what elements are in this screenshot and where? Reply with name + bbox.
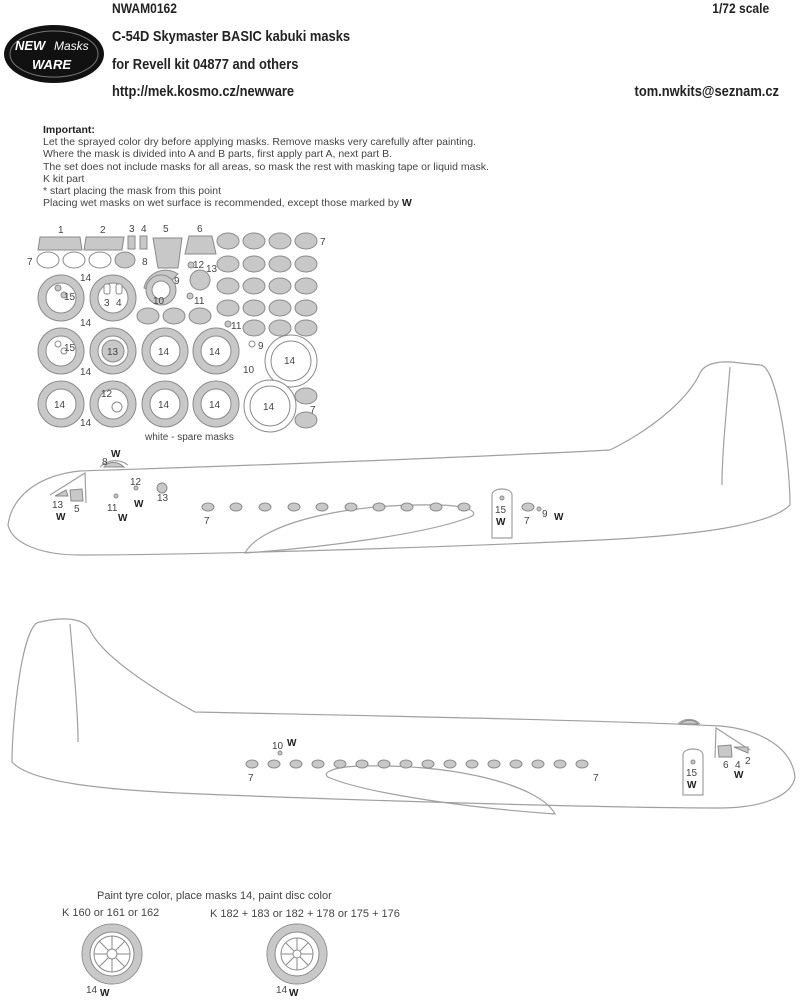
window-7	[230, 503, 242, 511]
label-14: 14	[80, 367, 92, 378]
window-7	[316, 503, 328, 511]
instruction-line: Let the sprayed color dry before applying masks. Remove masks very carefully after painting.	[43, 136, 477, 149]
wet-mark-symbol: W	[56, 512, 66, 523]
mask-7	[189, 308, 211, 324]
logo-word-new: NEW	[15, 38, 46, 53]
wet-mark-symbol: W	[287, 738, 297, 749]
mask-7	[243, 278, 265, 294]
label-2: 2	[745, 756, 751, 767]
window-7	[268, 760, 280, 768]
label-12: 12	[193, 260, 205, 271]
label-11: 11	[107, 503, 118, 514]
spare-mask-7	[37, 252, 59, 268]
mask-7	[115, 252, 135, 268]
side-view-right-facing	[0, 612, 803, 827]
label-2: 2	[100, 225, 106, 236]
label-4: 4	[141, 224, 147, 235]
window-7	[458, 503, 470, 511]
wet-mark-symbol: W	[289, 988, 299, 999]
mask-9	[249, 341, 255, 347]
mask-3	[128, 236, 135, 249]
wing-outline	[326, 766, 555, 814]
label-3: 3	[129, 224, 135, 235]
main-wheel-left	[82, 924, 142, 984]
mask-7	[217, 233, 239, 249]
label-6: 6	[723, 760, 729, 771]
logo-word-ware: WARE	[32, 57, 71, 72]
window-7	[554, 760, 566, 768]
mask-7	[243, 256, 265, 272]
mask-1	[38, 237, 82, 250]
window-7	[401, 503, 413, 511]
mask-7	[269, 256, 291, 272]
wet-mark-symbol: W	[734, 770, 744, 781]
mask-7	[269, 320, 291, 336]
window-7	[510, 760, 522, 768]
cockpit-window	[718, 745, 732, 757]
window-13	[157, 483, 167, 493]
wheel-mask-number: 14	[86, 985, 98, 996]
tail-fin-line	[722, 367, 730, 485]
main-wheel-right	[267, 924, 327, 984]
scale-label: 1/72 scale	[712, 0, 769, 16]
wet-mark-symbol: W	[401, 197, 412, 210]
mask-7	[295, 256, 317, 272]
label-13: 13	[157, 493, 169, 504]
mask-7	[269, 278, 291, 294]
label-3: 3	[104, 298, 110, 309]
email-link[interactable]: tom.nwkits@seznam.cz	[634, 83, 779, 100]
label-14: 14	[80, 273, 92, 284]
window-7	[356, 760, 368, 768]
label-4: 4	[116, 298, 122, 309]
label-1: 1	[58, 225, 64, 236]
label-8: 8	[102, 457, 108, 468]
window-7	[444, 760, 456, 768]
instructions-block	[43, 124, 489, 209]
mask-7	[295, 278, 317, 294]
window-7	[378, 760, 390, 768]
label-13: 13	[52, 500, 64, 511]
label-15: 15	[686, 768, 698, 779]
label-14: 14	[80, 318, 92, 329]
mask-7	[295, 300, 317, 316]
label-7: 7	[248, 773, 254, 784]
window-7	[488, 760, 500, 768]
label-14: 14	[54, 400, 66, 411]
window-7	[466, 760, 478, 768]
mask-7	[217, 256, 239, 272]
window-7	[373, 503, 385, 511]
fuselage-outline	[12, 619, 795, 808]
instructions-heading: Important:	[43, 124, 95, 136]
window-11	[114, 494, 118, 498]
instruction-line: Where the mask is divided into A and B parts, first apply part A, next part B.	[43, 148, 393, 161]
label-7: 7	[310, 405, 316, 416]
window-7	[422, 760, 434, 768]
label-10: 10	[153, 296, 165, 307]
window-7	[202, 503, 214, 511]
brand-logo	[2, 22, 112, 88]
window-7	[334, 760, 346, 768]
mask-7	[295, 233, 317, 249]
spare-mask-7	[63, 252, 85, 268]
label-14: 14	[80, 418, 92, 429]
window-7	[430, 503, 442, 511]
mask-7	[243, 320, 265, 336]
wheel-mask-number: 14	[276, 985, 288, 996]
wet-mark-symbol: W	[134, 499, 144, 510]
wheel-diagrams	[0, 910, 400, 1000]
mask-7	[243, 300, 265, 316]
label-15: 15	[64, 343, 76, 354]
window-7	[345, 503, 357, 511]
product-title: C-54D Skymaster BASIC kabuki masks	[112, 28, 351, 45]
label-14: 14	[209, 347, 221, 358]
label-7: 7	[524, 516, 530, 527]
label-7: 7	[204, 516, 210, 527]
wet-mark-symbol: W	[118, 513, 128, 524]
spare-mask-7	[89, 252, 111, 268]
label-7: 7	[320, 237, 326, 248]
wheel-left-parts: K 160 or 161 or 162	[62, 907, 160, 919]
window-7	[400, 760, 412, 768]
mask-5	[153, 238, 182, 268]
window-15	[691, 760, 695, 764]
window-7	[532, 760, 544, 768]
label-5: 5	[74, 504, 80, 515]
label-14: 14	[158, 347, 170, 358]
window-7	[259, 503, 271, 511]
label-9: 9	[542, 509, 548, 520]
mask-7	[163, 308, 185, 324]
label-12: 12	[101, 389, 113, 400]
window-9	[537, 507, 541, 511]
label-14: 14	[284, 356, 296, 367]
product-subtitle: for Revell kit 04877 and others	[112, 56, 299, 73]
mask-7	[217, 278, 239, 294]
label-4: 4	[735, 760, 741, 771]
window-7	[288, 503, 300, 511]
label-10: 10	[243, 365, 255, 376]
label-11: 11	[231, 321, 242, 332]
label-13: 13	[107, 347, 119, 358]
spare-masks-note: white - spare masks	[145, 432, 234, 443]
wet-mark-symbol: W	[496, 517, 506, 528]
label-15: 15	[495, 505, 507, 516]
label-13: 13	[206, 264, 218, 275]
label-9: 9	[258, 341, 264, 352]
wet-mark-symbol: W	[554, 512, 564, 523]
window-7	[246, 760, 258, 768]
label-10: 10	[272, 741, 284, 752]
label-6: 6	[197, 224, 203, 235]
label-5: 5	[163, 224, 169, 235]
instruction-line: K kit part	[43, 172, 85, 185]
mask-7	[295, 320, 317, 336]
wheel-right-parts: K 182 + 183 or 182 + 178 or 175 + 176	[210, 908, 400, 920]
cockpit-window	[734, 747, 748, 753]
product-code: NWAM0162	[112, 0, 177, 16]
tail-fin-line	[70, 624, 78, 742]
label-14: 14	[263, 402, 275, 413]
mask-7	[269, 300, 291, 316]
wheel-instruction: Paint tyre color, place masks 14, paint disc color	[97, 890, 332, 902]
instruction-line: The set does not include masks for all areas, so mask the rest with masking tape or liquid mask.	[43, 160, 489, 173]
label-14: 14	[158, 400, 170, 411]
wet-mark-symbol: W	[111, 449, 121, 460]
window-7	[522, 503, 534, 511]
website-link[interactable]: http://mek.kosmo.cz/newware	[112, 83, 295, 100]
wet-mark-symbol: W	[100, 988, 110, 999]
label-8: 8	[142, 257, 148, 268]
fuselage-outline	[8, 362, 790, 555]
instruction-line: * start placing the mask from this point	[43, 185, 221, 198]
wet-mark-symbol: W	[687, 780, 697, 791]
window-7	[290, 760, 302, 768]
label-11: 11	[194, 296, 205, 307]
label-9: 9	[174, 276, 180, 287]
mask-7	[217, 300, 239, 316]
mask-2	[84, 237, 124, 250]
wing-outline	[245, 505, 474, 553]
instruction-line: Placing wet masks on wet surface is recommended, except those marked by	[43, 197, 399, 210]
mask-4	[140, 236, 147, 249]
mask-7	[269, 233, 291, 249]
window-row	[246, 760, 588, 768]
logo-word-masks: Masks	[54, 39, 89, 53]
mask-11	[187, 293, 193, 299]
label-7: 7	[27, 257, 33, 268]
mask-7	[137, 308, 159, 324]
cockpit-window	[70, 489, 83, 501]
label-7: 7	[593, 773, 599, 784]
label-12: 12	[130, 477, 142, 488]
window-7	[312, 760, 324, 768]
label-14: 14	[209, 400, 221, 411]
window-7	[576, 760, 588, 768]
window-10	[500, 496, 504, 500]
side-view-left-facing	[0, 355, 803, 570]
mask-7	[243, 233, 265, 249]
mask-6	[185, 236, 216, 254]
label-15: 15	[64, 292, 76, 303]
